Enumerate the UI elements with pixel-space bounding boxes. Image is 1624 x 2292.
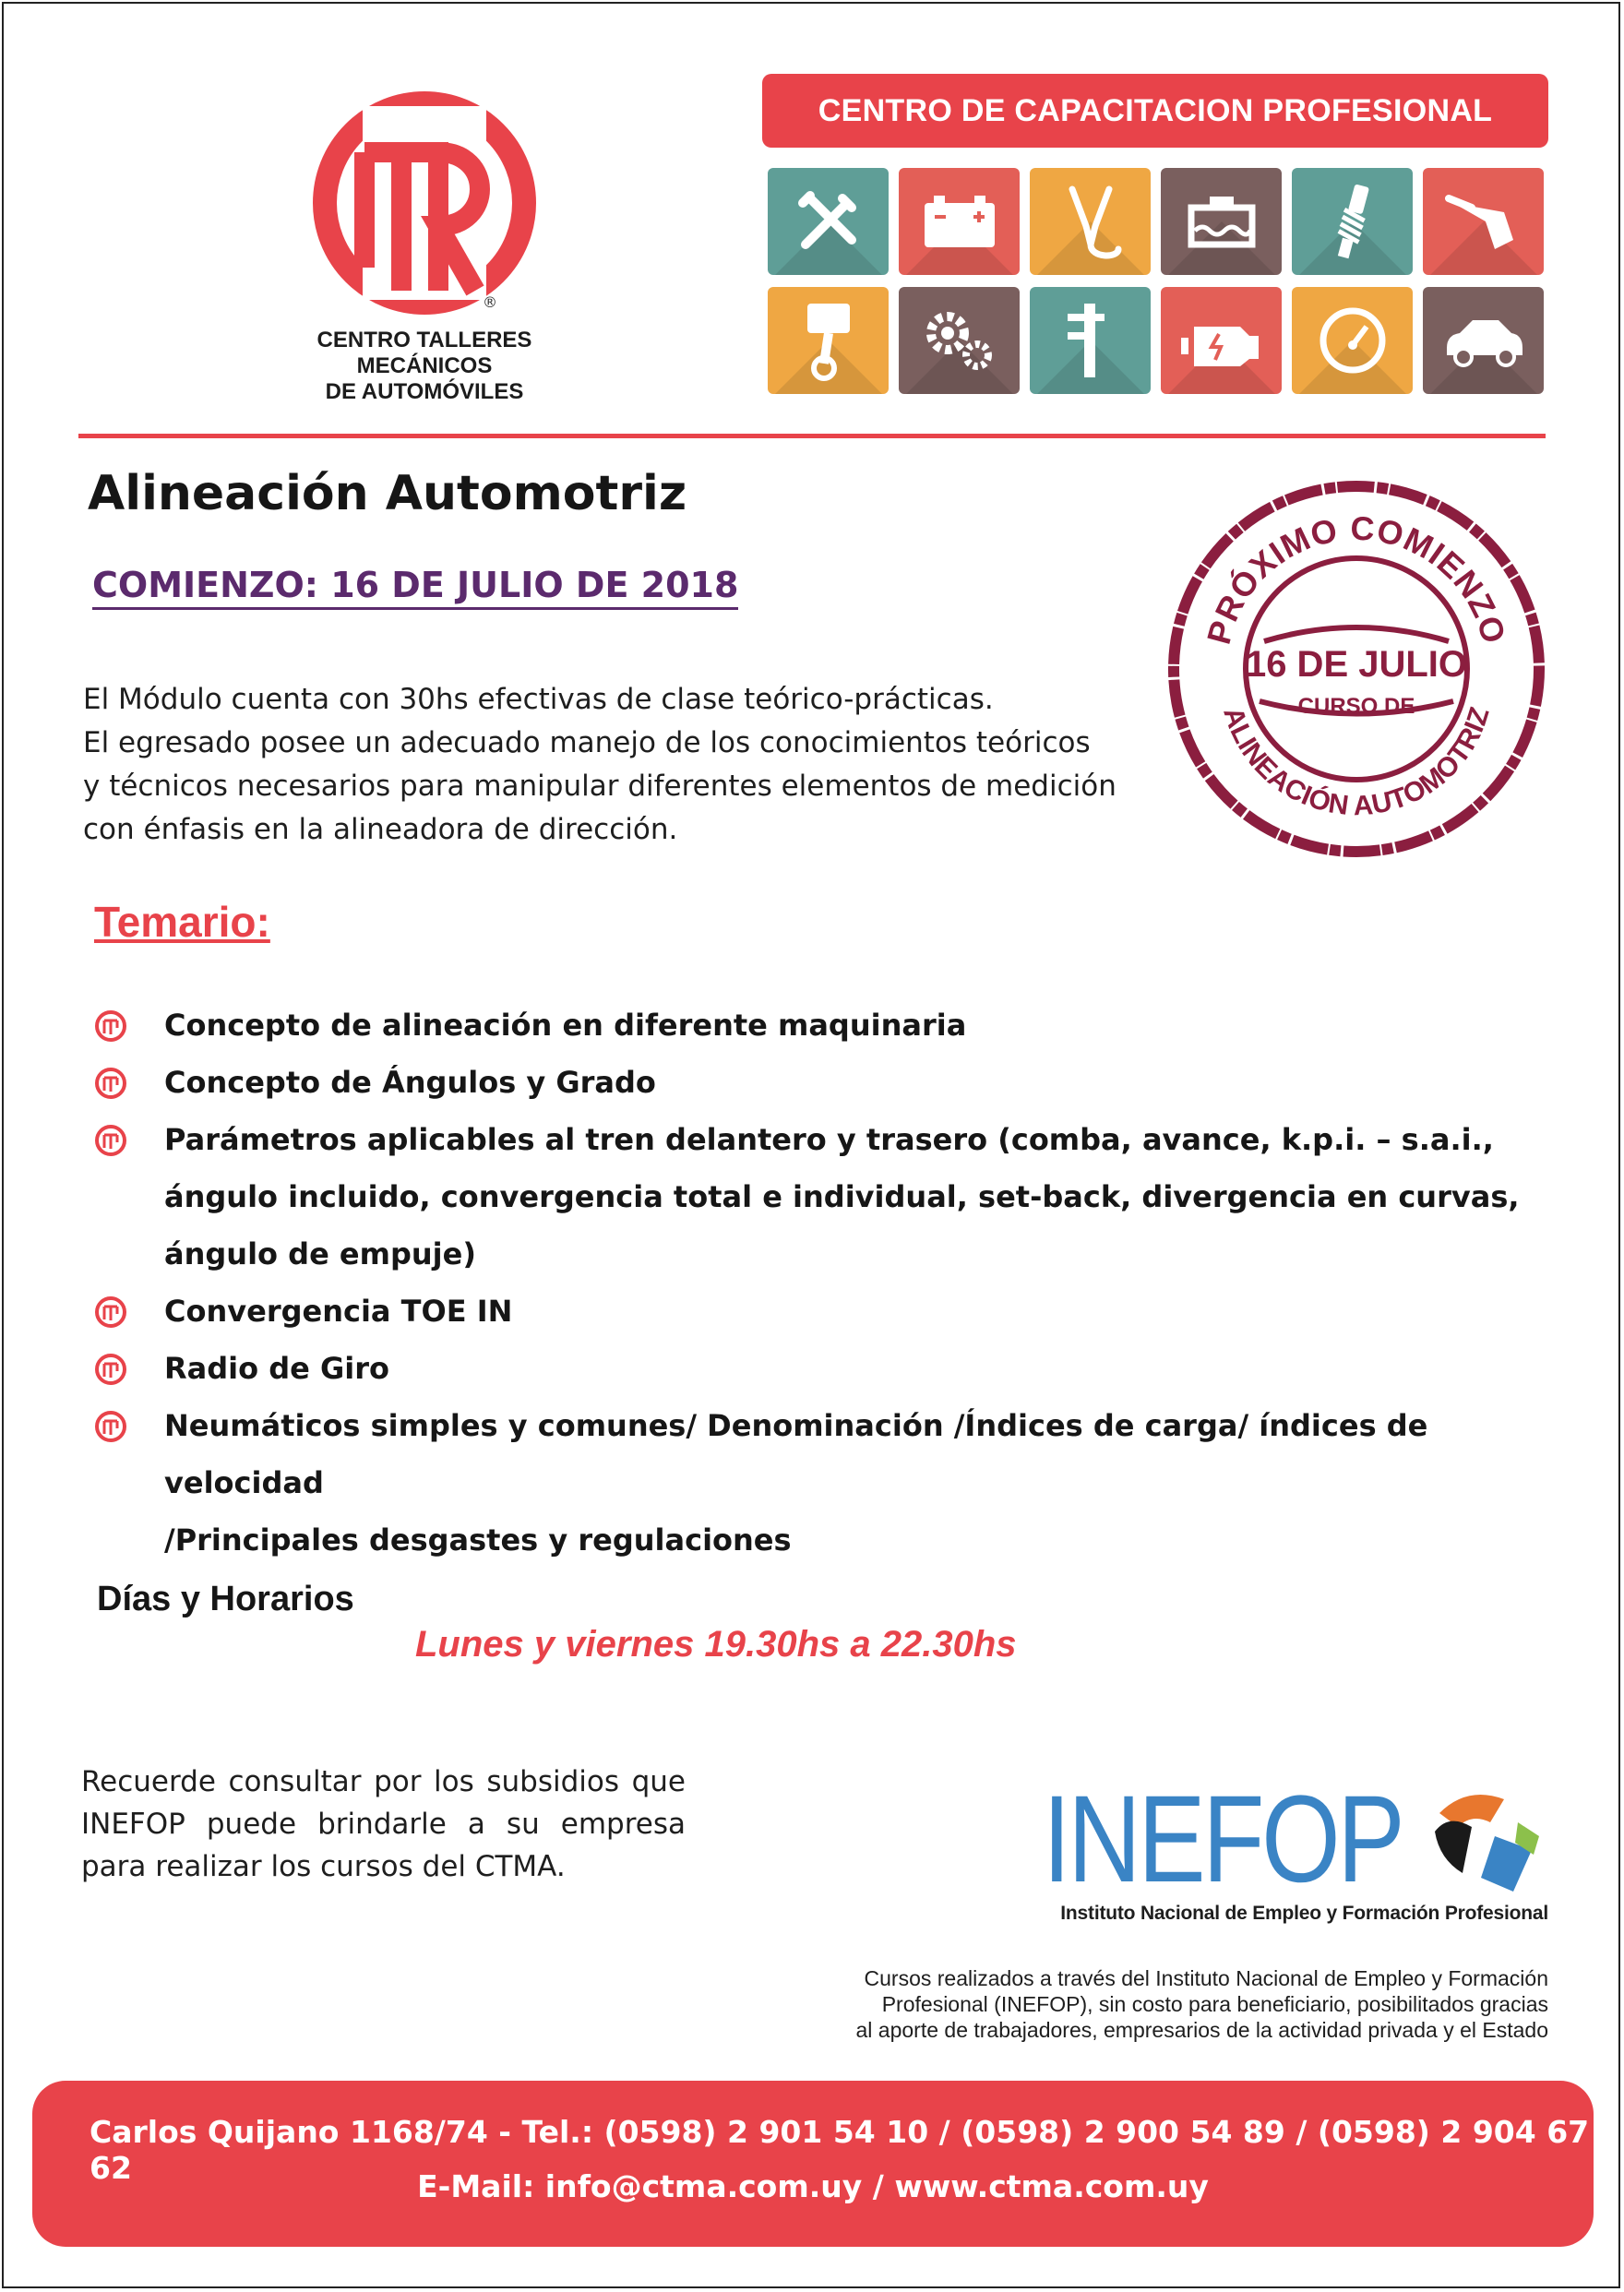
topic-line: Parámetros aplicables al tren delantero y trasero (comba, avance, k.p.i. – s.a.i., [164, 1122, 1494, 1157]
description-line: El Módulo cuenta con 30hs efectivas de clase teórico-prácticas. [83, 683, 994, 716]
gears-icon [899, 287, 1020, 394]
topic-line: Neumáticos simples y comunes/ Denominación /Índices de carga/ índices de velocidad [164, 1408, 1428, 1500]
inefop-subtitle: Instituto Nacional de Empleo y Formación Profesional [1060, 1903, 1548, 1924]
tools-icon [768, 168, 889, 275]
subsidy-note: Recuerde consultar por los subsidios que INEFOP puede brindarle a su empresa para realizar los cursos del CTMA. [81, 1765, 686, 1883]
topic-line: Concepto de Ángulos y Grado [164, 1065, 656, 1100]
start-date-stamp [1163, 475, 1550, 863]
car-icon [1423, 287, 1544, 394]
fuel-nozzle-icon [1423, 168, 1544, 275]
piston-icon [768, 287, 889, 394]
jumper-cables-icon [1030, 168, 1151, 275]
stamp-date: 16 DE JULIO [1245, 644, 1468, 685]
schedule-heading: Días y Horarios [97, 1580, 354, 1618]
temario-heading: Temario: [94, 898, 270, 946]
shock-absorber-icon [1292, 168, 1413, 275]
ctma-logo [249, 88, 600, 404]
description-line: y técnicos necesarios para manipular diferentes elementos de medición [83, 770, 1116, 803]
schedule-value: Lunes y viernes 19.30hs a 22.30hs [415, 1624, 1017, 1665]
list-item [92, 997, 1569, 1054]
list-item [92, 1340, 1569, 1397]
stamp-bottom-text: ALINEACIÓN AUTOMOTRIZ [1217, 703, 1496, 822]
list-item [92, 1283, 1569, 1340]
ctma-bullet-icon [94, 1353, 127, 1386]
ctma-bullet-icon [94, 1295, 127, 1329]
header-divider [78, 434, 1546, 438]
stamp-top-text: PRÓXIMO COMIENZO [1199, 508, 1514, 649]
training-center-banner: CENTRO DE CAPACITACION PROFESIONAL [762, 74, 1548, 148]
inefop-wordmark: INEFOP [1043, 1771, 1403, 1908]
service-icon-grid [768, 168, 1547, 394]
list-item [92, 1397, 1569, 1569]
funding-note-line: al aporte de trabajadores, empresarios de la actividad privada y el Estado [855, 2018, 1548, 2042]
ctma-monogram-icon [309, 88, 540, 318]
course-title: Alineación Automotriz [88, 466, 687, 521]
topic-line: Radio de Giro [164, 1351, 389, 1386]
topic-list [92, 997, 1569, 1569]
inefop-symbol-icon [1430, 1785, 1541, 1905]
funding-note-line: Profesional (INEFOP), sin costo para beneficiario, posibilitados gracias [881, 1992, 1548, 2016]
engine-icon [1161, 287, 1282, 394]
speedometer-icon [1292, 287, 1413, 394]
svg-text:®: ® [483, 293, 497, 311]
funding-note [738, 1965, 1548, 2043]
coolant-icon [1161, 168, 1282, 275]
list-item [92, 1111, 1569, 1283]
description-line: El egresado posee un adecuado manejo de los conocimientos teóricos [83, 726, 1091, 759]
contact-footer [32, 2081, 1594, 2247]
description-line: con énfasis en la alineadora de dirección. [83, 813, 678, 846]
battery-icon [899, 168, 1020, 275]
topic-line: Convergencia TOE IN [164, 1294, 513, 1329]
web-line: E-Mail: info@ctma.com.uy / www.ctma.com.uy [417, 2168, 1209, 2204]
topic-line: ángulo incluido, convergencia total e individual, set-back, divergencia en curvas, [164, 1179, 1520, 1214]
caliper-icon [1030, 287, 1151, 394]
logo-line-1: CENTRO TALLERES MECÁNICOS [316, 328, 532, 378]
stamp-course-label: CURSO DE [1297, 694, 1415, 719]
funding-note-line: Cursos realizados a través del Instituto Nacional de Empleo y Formación [864, 1966, 1548, 1990]
ctma-bullet-icon [94, 1009, 127, 1043]
ctma-bullet-icon [94, 1067, 127, 1100]
topic-line: Concepto de alineación en diferente maquinaria [164, 1008, 967, 1043]
start-date: COMIENZO: 16 DE JULIO DE 2018 [92, 565, 738, 610]
topic-line: ángulo de empuje) [164, 1236, 476, 1271]
logo-line-2: DE AUTOMÓVILES [325, 379, 524, 404]
ctma-bullet-icon [94, 1410, 127, 1443]
contact-line: Carlos Quijano 1168/74 - Tel.: (0598) 2 901 54 10 / (0598) 2 900 54 89 / (0598) 2 904 67 62 [90, 2114, 1590, 2186]
topic-line: /Principales desgastes y regulaciones [164, 1522, 792, 1558]
ctma-bullet-icon [94, 1124, 127, 1157]
course-description [83, 678, 1116, 852]
list-item [92, 1054, 1569, 1111]
